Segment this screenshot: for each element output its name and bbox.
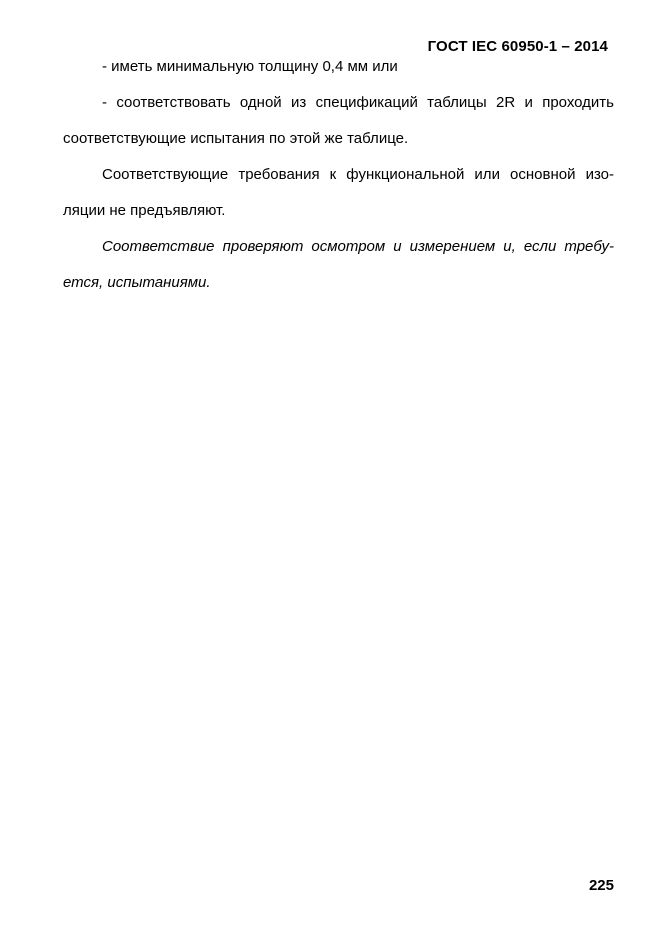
paragraph-line: - соответствовать одной из спецификаций таблицы 2R и проходить <box>102 94 614 111</box>
document-header: ГОСТ IEC 60950-1 – 2014 <box>427 38 608 55</box>
page-number: 225 <box>588 877 614 894</box>
paragraph-line: соответствующие испытания по этой же таблице. <box>63 130 409 147</box>
paragraph-line: - иметь минимальную толщину 0,4 мм или <box>102 58 398 75</box>
paragraph-line: ется, испытаниями. <box>63 274 211 291</box>
paragraph-line: Соответствующие требования к функциональной или основной изо- <box>102 166 614 183</box>
paragraph-line: ляции не предъявляют. <box>63 202 226 219</box>
paragraph-line: Соответствие проверяют осмотром и измерением и, если требу- <box>102 238 614 255</box>
